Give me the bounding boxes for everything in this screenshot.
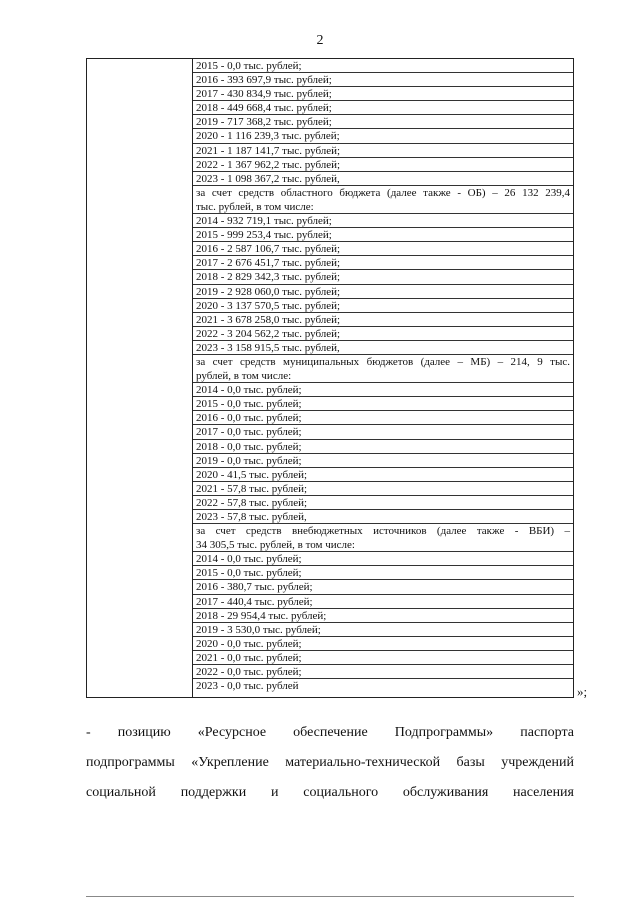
table-line: 2018 - 2 829 342,3 тыс. рублей; [193, 270, 573, 284]
table-line: 2022 - 0,0 тыс. рублей; [193, 665, 573, 679]
table-line: 2020 - 41,5 тыс. рублей; [193, 468, 573, 482]
table-line: 2021 - 0,0 тыс. рублей; [193, 651, 573, 665]
table-line: 2023 - 57,8 тыс. рублей, [193, 510, 573, 524]
table-line: 2021 - 1 187 141,7 тыс. рублей; [193, 144, 573, 158]
table-line: 2020 - 1 116 239,3 тыс. рублей; [193, 129, 573, 143]
paragraph-line-2: подпрограммы «Укрепление материально-технической базы учреждений [86, 755, 574, 770]
table-line: 2015 - 0,0 тыс. рублей; [193, 59, 573, 73]
table-line: 2021 - 3 678 258,0 тыс. рублей; [193, 313, 573, 327]
table-line: 2022 - 57,8 тыс. рублей; [193, 496, 573, 510]
funding-cell [193, 59, 573, 697]
table-line: 2016 - 0,0 тыс. рублей; [193, 411, 573, 425]
table-line: 2023 - 3 158 915,5 тыс. рублей, [193, 341, 573, 355]
table-line: 2018 - 449 668,4 тыс. рублей; [193, 101, 573, 115]
table-line: 2014 - 0,0 тыс. рублей; [193, 552, 573, 566]
table-line: 2021 - 57,8 тыс. рублей; [193, 482, 573, 496]
table-line: 2019 - 2 928 060,0 тыс. рублей; [193, 285, 573, 299]
table-line: 2014 - 932 719,1 тыс. рублей; [193, 214, 573, 228]
table-line: 2022 - 1 367 962,2 тыс. рублей; [193, 158, 573, 172]
table-line: 2022 - 3 204 562,2 тыс. рублей; [193, 327, 573, 341]
table-line: 2018 - 29 954,4 тыс. рублей; [193, 609, 573, 623]
paragraph-line-1: - позицию «Ресурсное обеспечение Подпрограммы» паспорта [86, 725, 574, 740]
table-line: 2015 - 0,0 тыс. рублей; [193, 566, 573, 580]
table-line: 2020 - 3 137 570,5 тыс. рублей; [193, 299, 573, 313]
table-line: 2023 - 1 098 367,2 тыс. рублей, [193, 172, 573, 186]
table-line: 2015 - 0,0 тыс. рублей; [193, 397, 573, 411]
table-line: 2019 - 0,0 тыс. рублей; [193, 454, 573, 468]
table-line: 2016 - 2 587 106,7 тыс. рублей; [193, 242, 573, 256]
table-line: рублей, в том числе: [193, 369, 573, 383]
table-line: 2017 - 430 834,9 тыс. рублей; [193, 87, 573, 101]
table-line: 2015 - 999 253,4 тыс. рублей; [193, 228, 573, 242]
table-line: 34 305,5 тыс. рублей, в том числе: [193, 538, 573, 552]
table-line: 2018 - 0,0 тыс. рублей; [193, 440, 573, 454]
page-number: 2 [316, 33, 324, 48]
table-line: за счет средств внебюджетных источников (далее также - ВБИ) – [196, 525, 570, 538]
table-line: 2020 - 0,0 тыс. рублей; [193, 637, 573, 651]
resource-table [86, 58, 574, 698]
table-line: 2016 - 380,7 тыс. рублей; [193, 580, 573, 594]
paragraph-line-3: социальной поддержки и социального обслуживания населения [86, 785, 574, 800]
table-line: 2014 - 0,0 тыс. рублей; [193, 383, 573, 397]
table-line: за счет средств муниципальных бюджетов (далее – МБ) – 214, 9 тыс. [196, 355, 570, 368]
page-bottom-rule [86, 896, 574, 897]
table-line: тыс. рублей, в том числе: [193, 200, 573, 214]
table-line: 2023 - 0,0 тыс. рублей [196, 680, 299, 693]
table-line: 2016 - 393 697,9 тыс. рублей; [193, 73, 573, 87]
table-line: 2017 - 0,0 тыс. рублей; [193, 425, 573, 439]
table-line: за счет средств областного бюджета (далее также - ОБ) – 26 132 239,4 [196, 186, 570, 199]
table-line: 2019 - 3 530,0 тыс. рублей; [193, 623, 573, 637]
table-line: 2017 - 440,4 тыс. рублей; [193, 595, 573, 609]
closing-quote: »; [577, 684, 588, 699]
table-line: 2019 - 717 368,2 тыс. рублей; [193, 115, 573, 129]
table-line: 2017 - 2 676 451,7 тыс. рублей; [193, 256, 573, 270]
